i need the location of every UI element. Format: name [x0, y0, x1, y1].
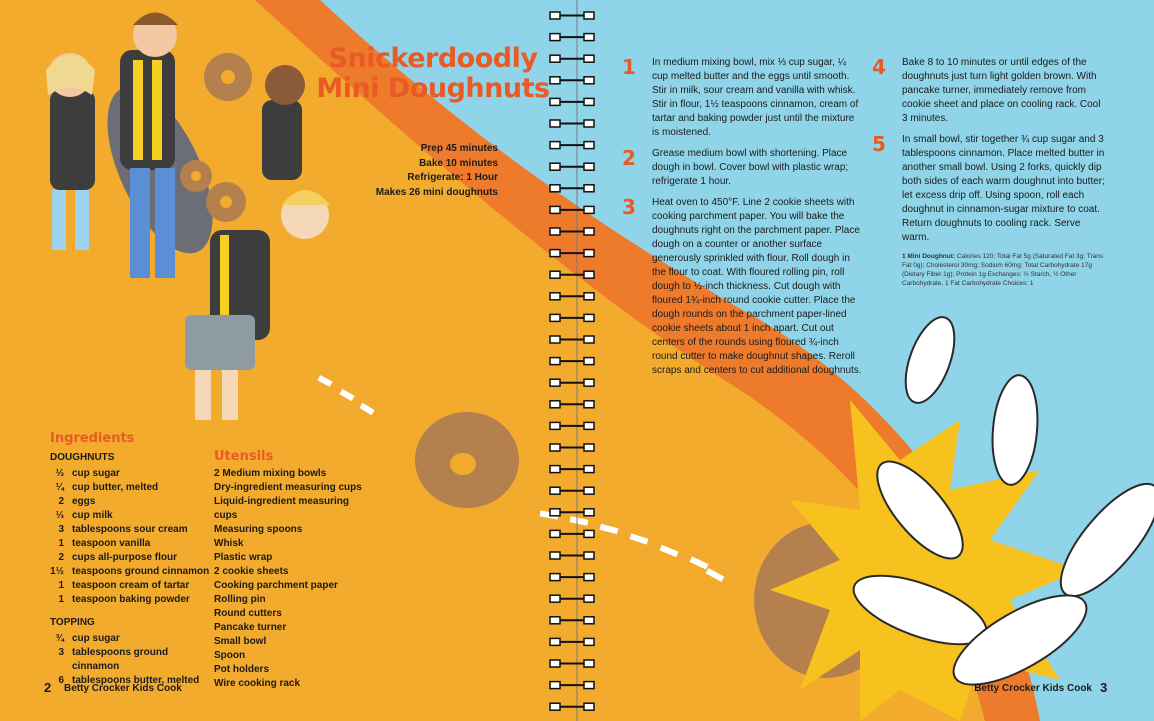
ingredient-name: cup butter, melted [72, 482, 159, 493]
utensil-item: Whisk [214, 538, 244, 549]
ingredient-name: cup milk [72, 510, 113, 521]
ingredient-item [50, 537, 220, 551]
ingredient-item [50, 565, 220, 579]
time-row [340, 157, 498, 172]
ingredient-group-heading: TOPPING [50, 617, 95, 628]
ingredient-qty: ¼ [55, 482, 64, 493]
spiral-ring [550, 595, 594, 602]
utensil-item: Plastic wrap [214, 552, 273, 563]
time-value: 10 minutes [445, 157, 498, 169]
footer-book-title-right: Betty Crocker Kids Cook [974, 683, 1092, 694]
spiral-ring [550, 552, 594, 559]
time-label: Bake [419, 157, 443, 169]
step-4 [872, 56, 1107, 126]
step-number: 2 [622, 146, 636, 170]
step-number: 4 [872, 55, 886, 79]
ingredient-name: eggs [72, 496, 96, 507]
step-2 [622, 147, 862, 189]
ingredient-name: cup sugar [72, 633, 120, 644]
time-value: 45 minutes [445, 143, 498, 154]
utensil-item: Cooking parchment paper [214, 580, 338, 591]
ingredient-item [50, 551, 220, 565]
spiral-ring [550, 142, 594, 149]
spiral-ring [550, 250, 594, 257]
steps-column-left [622, 56, 862, 385]
utensil-item: 2 cookie sheets [214, 566, 289, 577]
ingredient-qty: 1 [58, 594, 64, 605]
spiral-ring [550, 314, 594, 321]
spiral-ring [550, 638, 594, 645]
spiral-ring [550, 12, 594, 19]
ingredient-item [50, 481, 220, 495]
ingredient-name: cup sugar [72, 468, 120, 479]
steps-column-right [872, 56, 1107, 288]
ingredient-qty: ⅓ [55, 468, 64, 479]
ingredient-item [50, 509, 220, 523]
spiral-ring [550, 228, 594, 235]
spiral-ring [550, 422, 594, 429]
ingredient-qty: 1½ [50, 566, 64, 577]
spiral-ring [550, 206, 594, 213]
step-3 [622, 196, 862, 378]
ingredient-item [50, 632, 220, 646]
utensil-item: 2 Medium mixing bowls [214, 468, 327, 479]
recipe-title: Snickerdoodly Mini Doughnuts [316, 43, 550, 104]
recipe-times [340, 142, 498, 200]
spiral-ring [550, 487, 594, 494]
ingredient-qty: ⅓ [55, 510, 64, 521]
spiral-ring [550, 120, 594, 127]
ingredient-item [50, 467, 220, 481]
spiral-ring [550, 617, 594, 624]
step-text: Bake 8 to 10 minutes or until edges of the doughnuts just turn light golden brown. With pancake turner, immediately remove from cookie sheet and place on cooling rack. Cool 3 minutes. [902, 57, 1101, 124]
ingredient-item [50, 523, 220, 537]
ingredient-qty: 1 [58, 580, 64, 591]
utensils-section [214, 450, 374, 691]
ingredient-group-heading: DOUGHNUTS [50, 452, 115, 463]
utensil-item: Wire cooking rack [214, 678, 301, 689]
time-label: Refrigerate: [407, 172, 464, 183]
ingredient-qty: 3 [58, 524, 64, 535]
time-label: Makes [375, 186, 407, 198]
nutrition-info [902, 252, 1107, 288]
utensil-item: Spoon [214, 650, 246, 661]
time-label: Prep [420, 143, 443, 154]
spiral-ring [550, 530, 594, 537]
spiral-ring [550, 682, 594, 689]
ingredient-name: teaspoons ground cinnamon [72, 566, 210, 577]
utensil-item: Dry-ingredient measuring cups [214, 482, 362, 493]
time-value: 26 mini doughnuts [409, 186, 498, 198]
spiral-ring [550, 55, 594, 62]
spiral-ring [550, 271, 594, 278]
time-row [340, 171, 498, 186]
ingredient-name: tablespoons butter, melted [72, 675, 200, 686]
utensil-item: Small bowl [214, 636, 267, 647]
ingredient-name: teaspoon baking powder [72, 594, 190, 605]
ingredient-name: teaspoon vanilla [72, 538, 151, 549]
ingredient-qty: 2 [58, 496, 64, 507]
ingredient-name: tablespoons ground cinnamon [72, 647, 169, 672]
utensil-item: Pot holders [214, 664, 270, 675]
ingredient-name: tablespoons sour cream [72, 524, 188, 535]
ingredients-heading: Ingredients [50, 431, 135, 446]
step-number: 1 [622, 55, 636, 79]
ingredient-item [50, 579, 220, 593]
nutrition-label: 1 Mini Doughnut: [902, 253, 956, 260]
ingredient-qty: 3 [58, 647, 64, 658]
utensil-item: Rolling pin [214, 594, 266, 605]
ingredient-item [50, 593, 220, 607]
spiral-ring [550, 77, 594, 84]
step-text: In medium mixing bowl, mix ⅓ cup sugar, ¼ cup melted butter and the eggs until smooth. Stir in milk, sour cream and vanilla with whisk. Stir in flour, 1½ teaspoons cinnamon, cream of tartar and baking powder just until the mixture is moistened. [652, 57, 859, 138]
ingredients-section [50, 432, 220, 688]
step-number: 5 [872, 132, 886, 156]
spiral-ring [550, 336, 594, 343]
spiral-ring [550, 358, 594, 365]
utensil-item: Pancake turner [214, 622, 287, 633]
nutrition-text: Calories 120; Total Fat 5g (Saturated Fat 3g; Trans Fat 0g); Cholesterol 30mg; Sodium 60mg; Total Carbohydrate 17g (Dietary Fiber 1g); Protein 1g Exchanges: ½ Starch, ½ Other Carbohydrate, 1 Fat Carbohydrate Choices: 1 [902, 253, 1104, 287]
spiral-ring [550, 401, 594, 408]
spiral-ring [550, 574, 594, 581]
spiral-ring [550, 466, 594, 473]
spiral-ring [550, 509, 594, 516]
ingredient-qty: 1 [58, 538, 64, 549]
ingredient-name: teaspoon cream of tartar [72, 580, 190, 591]
spiral-ring [550, 660, 594, 667]
ingredient-qty: 2 [58, 552, 64, 563]
step-text: In small bowl, stir together ¾ cup sugar and 3 tablespoons cinnamon. Place melted butter in another small bowl. Using 2 forks, quickly dip both sides of each warm doughnut into butter; let excess drip off. Using spoon, roll each doughnut in cinnamon-sugar mixture to coat. Return doughnuts to cooling rack. Serve warm. [902, 134, 1105, 243]
spiral-ring [550, 185, 594, 192]
step-number: 3 [622, 195, 636, 219]
footer-book-title-left: Betty Crocker Kids Cook [64, 683, 182, 694]
time-row [340, 186, 498, 201]
ingredient-item [50, 495, 220, 509]
utensil-item: Measuring spoons [214, 524, 303, 535]
utensils-heading: Utensils [214, 449, 274, 464]
spiral-ring [550, 444, 594, 451]
time-row [340, 142, 498, 157]
step-text: Heat oven to 450°F. Line 2 cookie sheets with cooking parchment paper. You will bake the doughnuts right on the parchment paper. Place dough on a counter or another surface generously sprinkled with flour. Roll dough in the flour to coat. With floured rolling pin, roll dough to ½-inch thickness. Cut dough with floured 1¾-inch round cookie cutter. Place the dough rounds on the parchment paper-lined cookie sheets about 1 inch apart. Cut out centers of the rounds using floured ¾-inch round cutter to make doughnut shapes. Reroll scraps and centers to cut additional doughnuts. [652, 197, 862, 376]
page-number-left: 2 [44, 680, 52, 695]
spiral-ring [550, 379, 594, 386]
ingredient-qty: 6 [58, 675, 64, 686]
time-value: 1 Hour [466, 172, 498, 183]
ingredient-item [50, 646, 220, 674]
spiral-ring [550, 34, 594, 41]
utensil-item: Liquid-ingredient measuring cups [214, 496, 350, 521]
page-number-right: 3 [1100, 680, 1108, 695]
spiral-ring [550, 293, 594, 300]
spiral-ring [550, 703, 594, 710]
spiral-binding [548, 0, 608, 721]
spiral-ring [550, 98, 594, 105]
spiral-ring [550, 163, 594, 170]
utensil-item: Round cutters [214, 608, 282, 619]
step-5 [872, 133, 1107, 245]
step-1 [622, 56, 862, 140]
ingredient-name: cups all-purpose flour [72, 552, 178, 563]
step-text: Grease medium bowl with shortening. Place dough in bowl. Cover bowl with plastic wrap; refrigerate 1 hour. [652, 148, 849, 187]
ingredient-qty: ¾ [55, 633, 64, 644]
